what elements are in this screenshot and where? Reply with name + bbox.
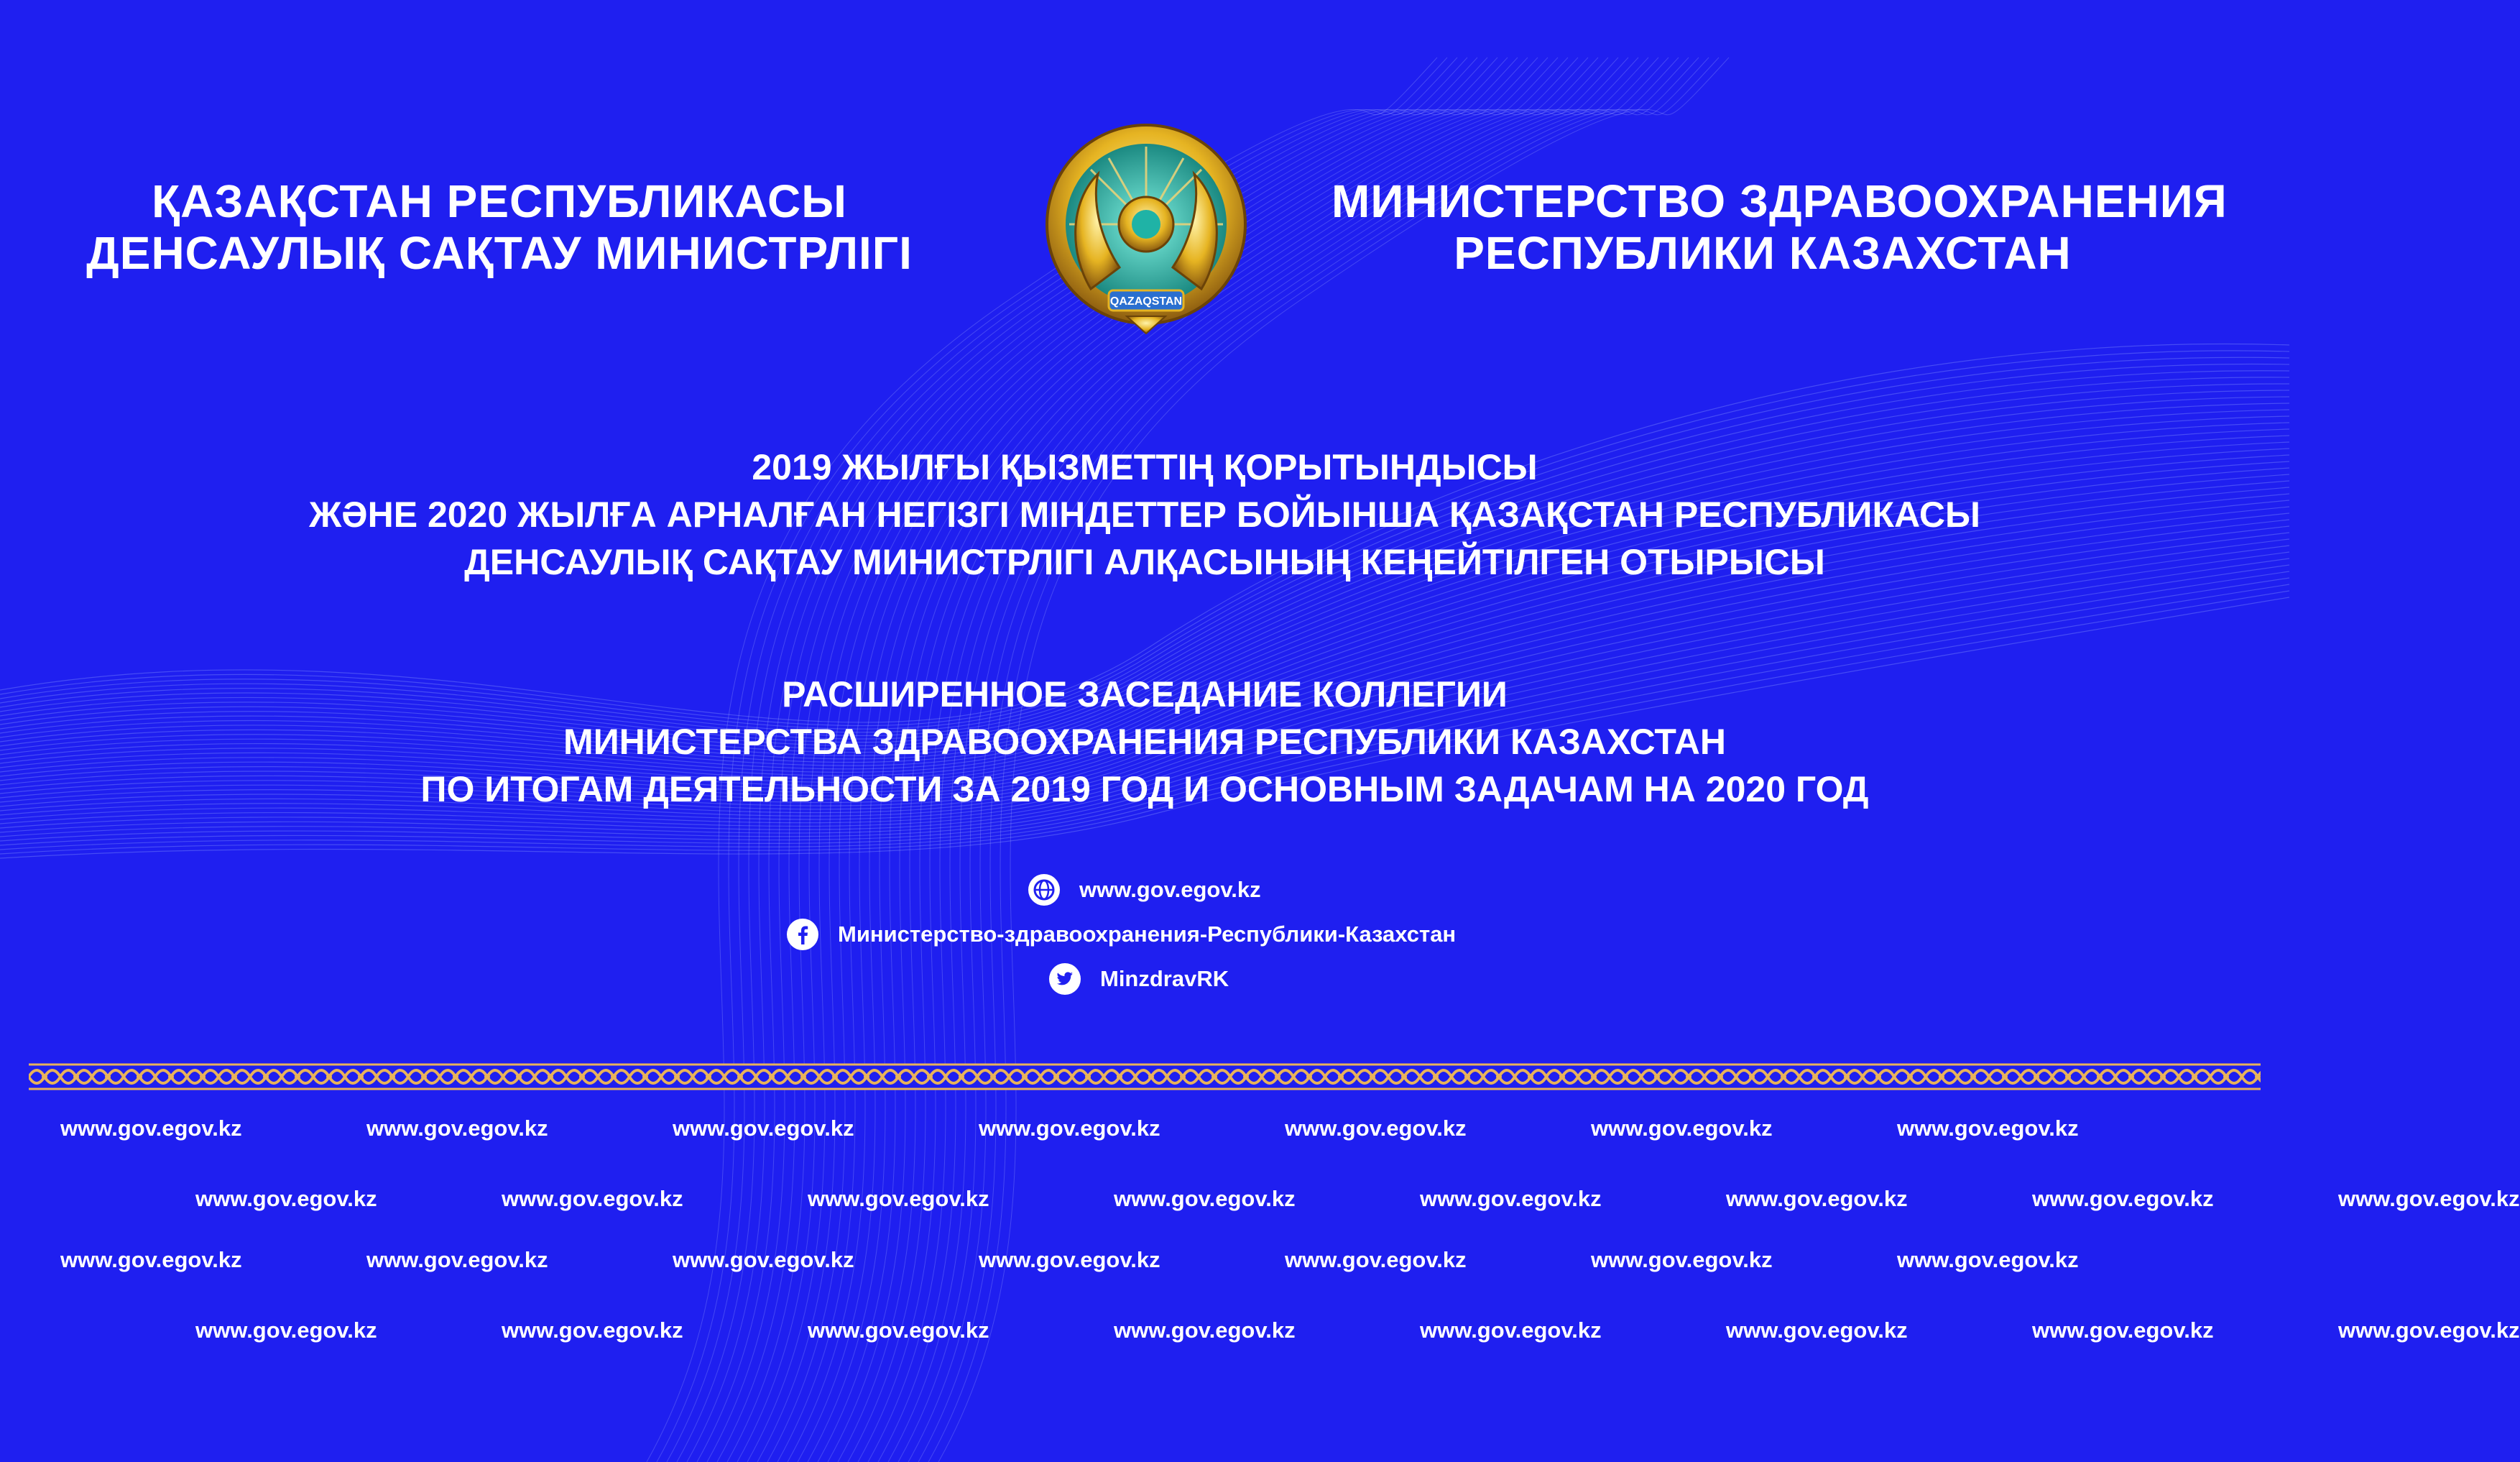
watermark-text: www.gov.egov.kz bbox=[1897, 1116, 2079, 1141]
watermark-text: www.gov.egov.kz bbox=[1114, 1186, 1296, 1211]
watermark-text: www.gov.egov.kz bbox=[2032, 1186, 2214, 1211]
watermark-text: www.gov.egov.kz bbox=[2032, 1318, 2214, 1343]
watermark-row bbox=[0, 1116, 2289, 1144]
facebook-link[interactable]: Министерство-здравоохранения-Республики-Казахстан bbox=[838, 921, 1457, 947]
watermark-text: www.gov.egov.kz bbox=[1285, 1247, 1467, 1272]
header-kazakh bbox=[68, 175, 931, 279]
twitter-icon bbox=[1048, 962, 1081, 996]
globe-icon bbox=[1028, 873, 1061, 906]
watermark-text: www.gov.egov.kz bbox=[1726, 1318, 1908, 1343]
watermark-row bbox=[0, 1247, 2289, 1276]
watermark-text: www.gov.egov.kz bbox=[1420, 1318, 1602, 1343]
watermark-text: www.gov.egov.kz bbox=[60, 1247, 242, 1272]
watermark-text: www.gov.egov.kz bbox=[979, 1116, 1160, 1141]
watermark-text: www.gov.egov.kz bbox=[1114, 1318, 1296, 1343]
kazakhstan-emblem-icon bbox=[1040, 124, 1252, 339]
header-russian-line-2: РЕСПУБЛИКИ КАЗАХСТАН bbox=[1454, 227, 2072, 279]
emblem-text: QAZAQSTAN bbox=[1109, 295, 1183, 308]
event-title-russian-line-2: МИНИСТЕРСТВА ЗДРАВООХРАНЕНИЯ РЕСПУБЛИКИ КАЗАХСТАН bbox=[563, 722, 1726, 762]
event-title-kazakh-line-2: ЖӘНЕ 2020 ЖЫЛҒА АРНАЛҒАН НЕГІЗГІ МІНДЕТТЕР БОЙЫНША ҚАЗАҚСТАН РЕСПУБЛИКАСЫ bbox=[309, 495, 1980, 535]
twitter-handle[interactable]: MinzdravRK bbox=[1100, 966, 1229, 991]
watermark-text: www.gov.egov.kz bbox=[2338, 1318, 2520, 1343]
watermark-text: www.gov.egov.kz bbox=[60, 1116, 242, 1141]
header-russian-line-1: МИНИСТЕРСТВО ЗДРАВООХРАНЕНИЯ bbox=[1331, 175, 2228, 227]
watermark-text: www.gov.egov.kz bbox=[502, 1186, 683, 1211]
watermark-text: www.gov.egov.kz bbox=[1285, 1116, 1467, 1141]
event-title-russian bbox=[144, 671, 2146, 813]
watermark-text: www.gov.egov.kz bbox=[1726, 1186, 1908, 1211]
watermark-text: www.gov.egov.kz bbox=[979, 1247, 1160, 1272]
event-title-russian-line-3: ПО ИТОГАМ ДЕЯТЕЛЬНОСТИ ЗА 2019 ГОД И ОСНОВНЫМ ЗАДАЧАМ НА 2020 ГОД bbox=[420, 769, 1869, 809]
facebook-icon bbox=[786, 918, 819, 951]
watermark-row bbox=[0, 1318, 2520, 1346]
header-kazakh-line-2: ДЕНСАУЛЫҚ САҚТАУ МИНИСТРЛІГІ bbox=[86, 227, 913, 279]
contact-facebook[interactable] bbox=[786, 918, 1456, 951]
watermark-text: www.gov.egov.kz bbox=[673, 1247, 854, 1272]
watermark-text: www.gov.egov.kz bbox=[1897, 1247, 2079, 1272]
watermark-text: www.gov.egov.kz bbox=[673, 1116, 854, 1141]
website-link[interactable]: www.gov.egov.kz bbox=[1079, 877, 1261, 902]
watermark-text: www.gov.egov.kz bbox=[195, 1186, 377, 1211]
header-kazakh-line-1: ҚАЗАҚСТАН РЕСПУБЛИКАСЫ bbox=[152, 175, 847, 227]
event-title-kazakh-line-3: ДЕНСАУЛЫҚ САҚТАУ МИНИСТРЛІГІ АЛҚАСЫНЫҢ КЕҢЕЙТІЛГЕН ОТЫРЫСЫ bbox=[464, 542, 1825, 582]
watermark-text: www.gov.egov.kz bbox=[1591, 1247, 1773, 1272]
watermark-text: www.gov.egov.kz bbox=[195, 1318, 377, 1343]
watermark-row bbox=[0, 1186, 2520, 1215]
event-title-kazakh bbox=[144, 443, 2146, 586]
watermark-text: www.gov.egov.kz bbox=[1591, 1116, 1773, 1141]
watermark-text: www.gov.egov.kz bbox=[808, 1186, 989, 1211]
event-title-kazakh-line-1: 2019 ЖЫЛҒЫ ҚЫЗМЕТТІҢ ҚОРЫТЫНДЫСЫ bbox=[752, 447, 1538, 487]
watermark-text: www.gov.egov.kz bbox=[2338, 1186, 2520, 1211]
watermark-text: www.gov.egov.kz bbox=[366, 1247, 548, 1272]
contact-twitter[interactable] bbox=[1048, 962, 1229, 996]
header-russian bbox=[1331, 175, 2228, 279]
watermark-text: www.gov.egov.kz bbox=[366, 1116, 548, 1141]
watermark-text: www.gov.egov.kz bbox=[808, 1318, 989, 1343]
watermark-text: www.gov.egov.kz bbox=[1420, 1186, 1602, 1211]
contact-website[interactable] bbox=[1028, 873, 1261, 906]
watermark-text: www.gov.egov.kz bbox=[502, 1318, 683, 1343]
event-title-russian-line-1: РАСШИРЕННОЕ ЗАСЕДАНИЕ КОЛЛЕГИИ bbox=[782, 674, 1508, 714]
ornament-border bbox=[29, 1062, 2261, 1091]
